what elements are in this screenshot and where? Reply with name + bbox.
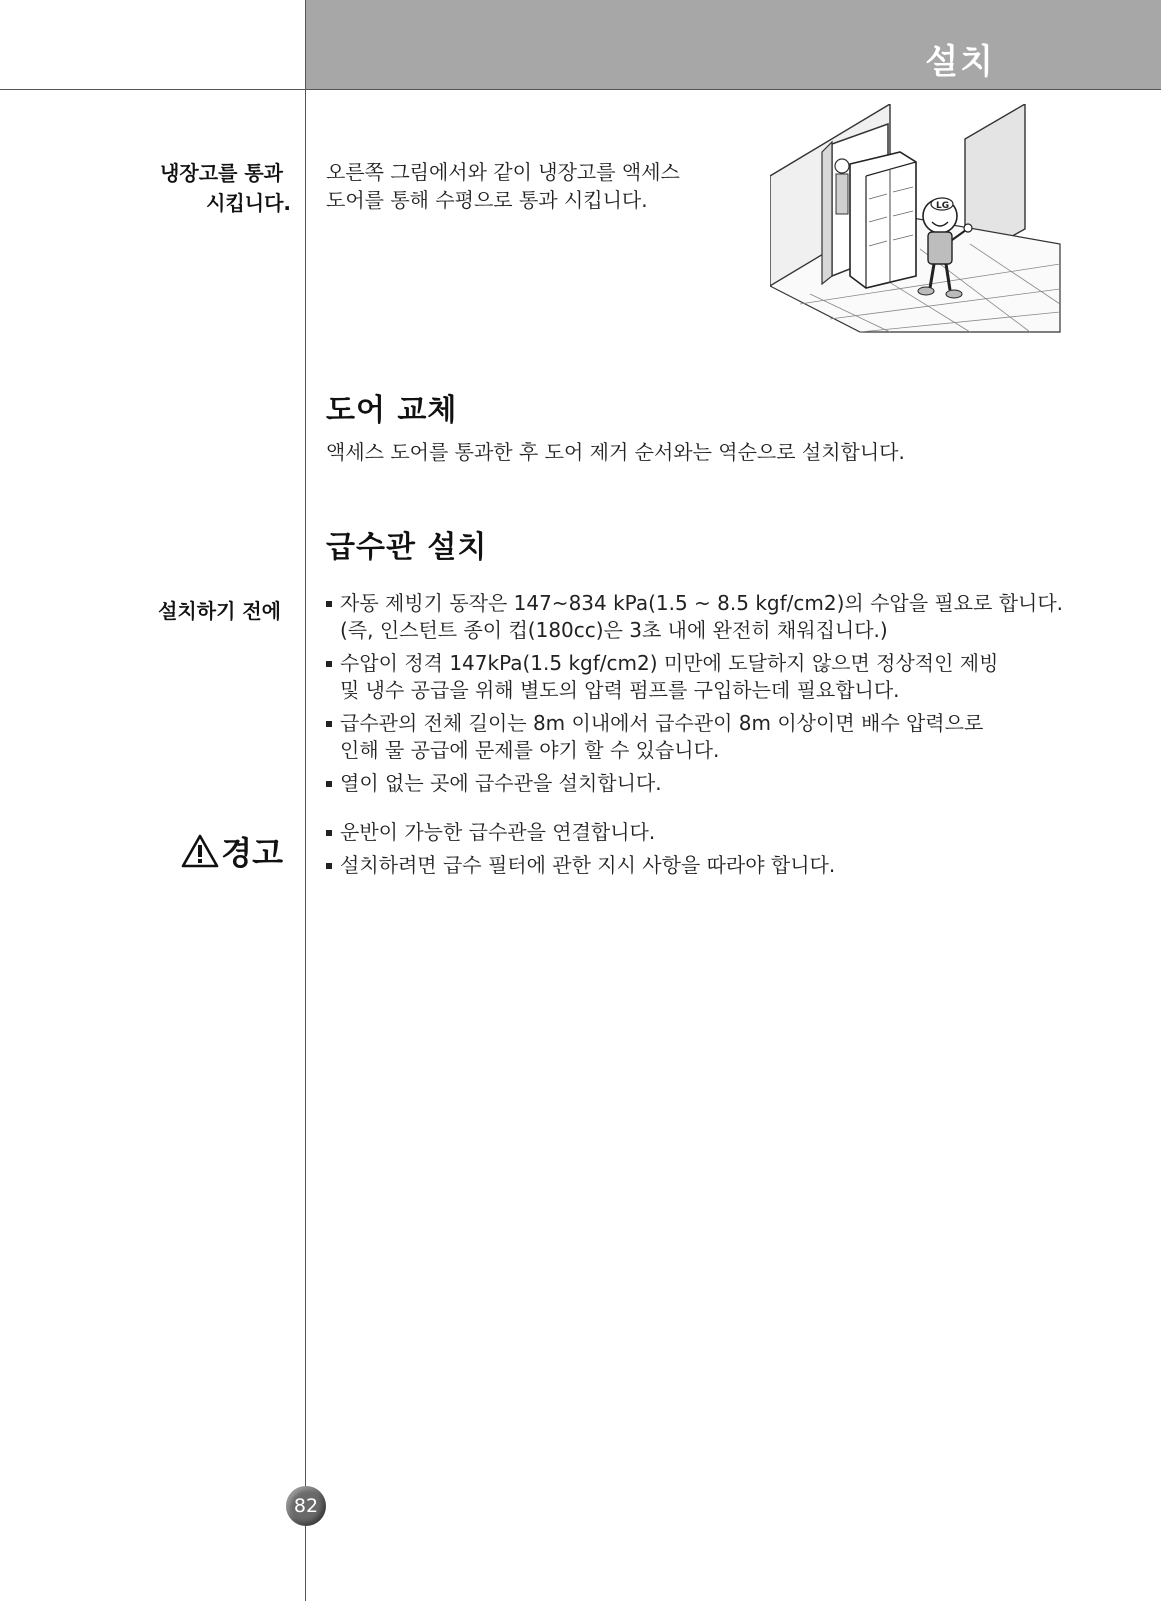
vertical-divider	[305, 0, 306, 1601]
warning-label	[181, 828, 283, 874]
text-line: 오른쪽 그림에서와 같이 냉장고를 액세스	[326, 160, 680, 184]
list-item	[326, 710, 1063, 764]
warning-triangle-icon	[181, 834, 219, 868]
heading-water-line: 급수관 설치	[326, 530, 488, 565]
side-label-line: 시킵니다.	[206, 191, 291, 215]
bullet-square-icon	[326, 601, 332, 607]
text-line: 도어를 통해 수평으로 통과 시킵니다.	[326, 188, 648, 212]
bullet-line: 설치하려면 급수 필터에 관한 지시 사항을 따라야 합니다.	[340, 853, 836, 877]
side-label-pass-through	[160, 158, 291, 218]
header-divider	[0, 89, 1161, 90]
bullet-square-icon	[326, 661, 332, 667]
list-item	[326, 852, 835, 879]
bullet-line: (즉, 인스턴트 종이 컵(180cc)은 3초 내에 완전히 채워집니다.)	[340, 618, 888, 642]
bullet-line: 인해 물 공급에 문제를 야기 할 수 있습니다.	[340, 738, 720, 762]
side-label-line: 냉장고를 통과	[160, 161, 283, 185]
list-item	[326, 770, 1063, 797]
page-number-badge: 82	[286, 1486, 326, 1526]
bullet-line: 열이 없는 곳에 급수관을 설치합니다.	[340, 771, 662, 795]
bullet-line: 및 냉수 공급을 위해 별도의 압력 펌프를 구입하는데 필요합니다.	[340, 678, 900, 702]
svg-text:LG: LG	[936, 201, 950, 211]
list-item	[326, 819, 835, 846]
warning-text: 경고	[221, 834, 283, 872]
warning-bullets	[326, 819, 835, 885]
header-band	[306, 0, 1161, 89]
bullet-line: 자동 제빙기 동작은 147~834 kPa(1.5 ~ 8.5 kgf/cm2)의 수압을 필요로 합니다.	[340, 591, 1064, 615]
bullet-line: 수압이 정격 147kPa(1.5 kgf/cm2) 미만에 도달하지 않으면 정상적인 제빙	[340, 651, 999, 675]
bullet-square-icon	[326, 781, 332, 787]
bullet-square-icon	[326, 721, 332, 727]
side-label-before-install: 설치하기 전에	[158, 599, 281, 623]
heading-door-replace: 도어 교체	[326, 393, 458, 428]
list-item	[326, 590, 1063, 644]
bullet-square-icon	[326, 863, 332, 869]
bullet-square-icon	[326, 830, 332, 836]
section-title: 설치	[925, 42, 995, 82]
bullet-line: 급수관의 전체 길이는 8m 이내에서 급수관이 8m 이상이면 배수 압력으로	[340, 711, 984, 735]
water-line-bullets	[326, 590, 1063, 803]
pass-through-text	[326, 158, 680, 214]
list-item	[326, 650, 1063, 704]
bullet-line: 운반이 가능한 급수관을 연결합니다.	[340, 820, 656, 844]
door-replace-text: 액세스 도어를 통과한 후 도어 제거 순서와는 역순으로 설치합니다.	[326, 440, 905, 464]
refrigerator-through-door-illustration	[770, 104, 1080, 344]
